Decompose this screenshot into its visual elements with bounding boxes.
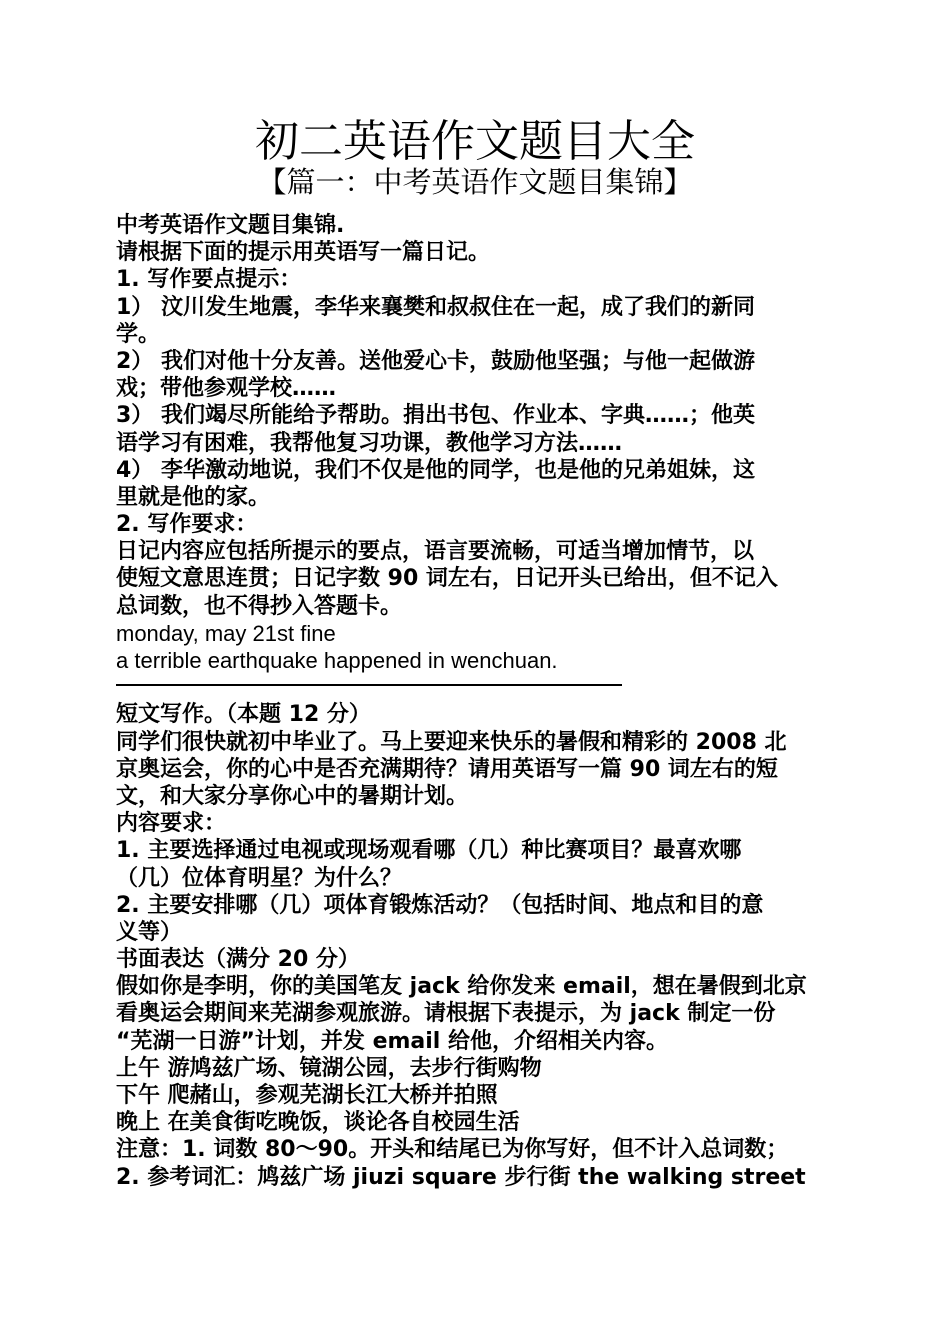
prompt-line: 京奥运会，你的心中是否充满期待？请用英语写一篇 90 词左右的短 [116,756,778,782]
vocabulary-line: 2. 参考词汇：鸠兹广场 jiuzi square 步行街 the walking street [116,1164,806,1190]
point-line: 2） 我们对他十分友善。送他爱心卡，鼓励他坚强；与他一起做游 [116,348,755,374]
diary-opening-line: a terrible earthquake happened in wenchuan. [116,648,558,673]
instruction-line: 请根据下面的提示用英语写一篇日记。 [116,240,491,266]
point-line: 1） 汶川发生地震，李华来襄樊和叔叔住在一起，成了我们的新同 [116,294,755,320]
requirement-line: 使短文意思连贯；日记字数 90 词左右，日记开头已给出，但不记入 [116,566,778,592]
prompt-line: 文，和大家分享你心中的暑期计划。 [116,783,469,809]
section-heading: 书面表达（满分 20 分） [116,947,360,973]
list-heading: 2. 写作要求： [116,512,258,538]
schedule-evening: 晚上 在美食街吃晚饭，谈论各自校园生活 [116,1110,520,1136]
document-title: 初二英语作文题目大全 [255,116,695,167]
prompt-line: 同学们很快就初中毕业了。马上要迎来快乐的暑假和精彩的 2008 北 [116,729,787,755]
requirement-line: （几）位体育明星？为什么？ [116,865,403,891]
section-heading: 中考英语作文题目集锦. [116,213,345,238]
requirement-line: 日记内容应包括所提示的要点，语言要流畅，可适当增加情节，以 [116,539,755,565]
requirement-line: 1. 主要选择通过电视或现场观看哪（几）种比赛项目？最喜欢哪 [116,838,742,864]
document-subtitle: 【篇一：中考英语作文题目集锦】 [257,165,693,199]
requirement-line: 总词数，也不得抄入答题卡。 [116,593,403,619]
document-body [116,212,840,1191]
schedule-afternoon: 下午 爬赭山，参观芜湖长江大桥并拍照 [116,1083,498,1108]
point-line: 戏；带他参观学校…… [116,376,337,402]
requirement-line: 义等） [116,919,183,945]
list-heading: 1. 写作要点提示： [116,267,302,293]
point-line: 4） 李华激动地说，我们不仅是他的同学，也是他的兄弟姐妹，这 [116,457,755,483]
section-heading: 短文写作。（本题 12 分） [116,702,371,728]
schedule-morning: 上午 游鸠兹广场、镜湖公园，去步行街购物 [116,1055,542,1081]
answer-blank-line [116,674,840,701]
point-line: 语学习有困难，我帮他复习功课，教他学习方法…… [116,430,623,456]
point-line: 学。 [116,321,161,347]
requirement-line: 2. 主要安排哪（几）项体育锻炼活动？（包括时间、地点和目的意 [116,892,764,918]
point-line: 3） 我们竭尽所能给予帮助。捐出书包、作业本、字典……；他英 [116,403,755,429]
point-line: 里就是他的家。 [116,484,271,510]
note-line: 注意：1. 词数 80～90。开头和结尾已为你写好，但不计入总词数； [116,1137,789,1163]
prompt-line: 假如你是李明，你的美国笔友 jack 给你发来 email，想在暑假到北京 [116,974,807,1000]
diary-date-line: monday, may 21st fine [116,620,336,646]
prompt-line: “芜湖一日游”计划，并发 email 给他，介绍相关内容。 [116,1028,669,1054]
prompt-line: 看奥运会期间来芜湖参观旅游。请根据下表提示，为 jack 制定一份 [116,1001,776,1027]
list-heading: 内容要求： [116,811,227,837]
